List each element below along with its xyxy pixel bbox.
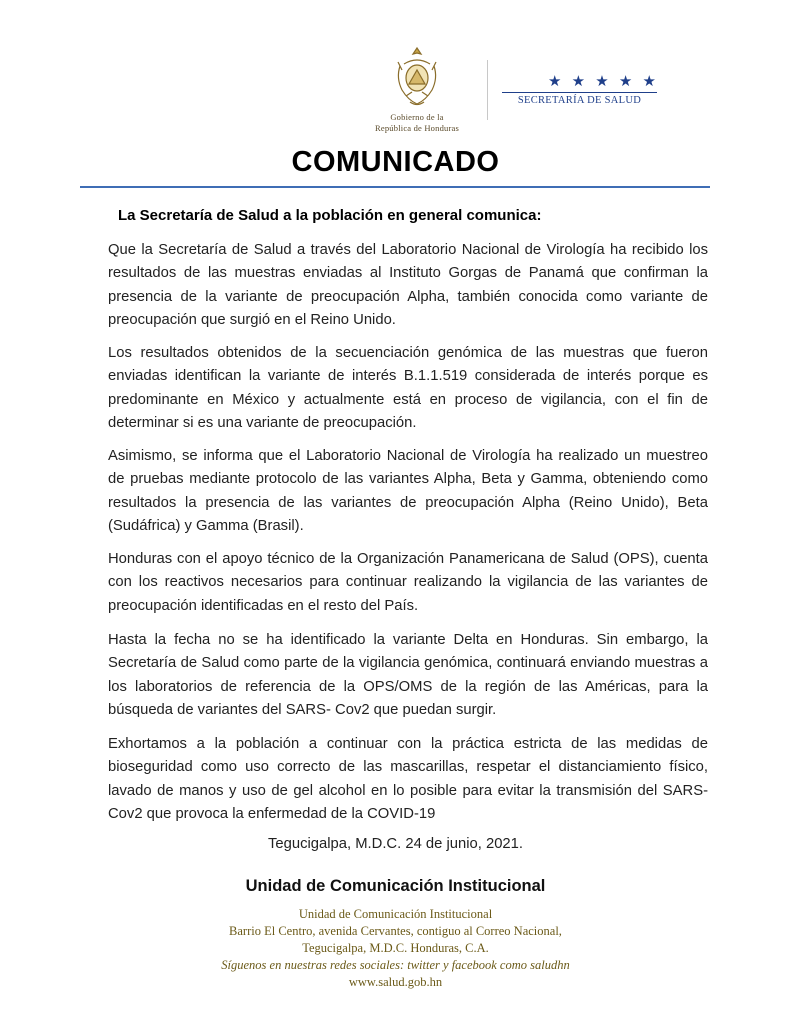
secretariat-name: SECRETARÍA DE SALUD [517,95,642,106]
signing-unit: Unidad de Comunicación Institucional [245,877,546,895]
footer-address: Barrio El Centro, avenida Cervantes, contiguo al Correo Nacional, [229,924,562,938]
page-title: COMUNICADO [291,146,500,178]
government-name-line1: Gobierno de la [390,112,444,122]
stars-icon: ★ ★ ★ ★ ★ [548,73,659,90]
paragraph-delta-variant: Hasta la fecha no se ha identificado la variante Delta en Honduras. Sin embargo, la Secretaría de Salud como parte de la vigilancia genómica, continuará enviando muestras a los laboratorios de referencia de la OPS/OMS de la región de las Américas, para la búsqueda de variantes del SARS- Cov2 que puedan surgir. [108,632,708,718]
paragraph-alpha-variant: Que la Secretaría de Salud a través del Laboratorio Nacional de Virología ha recibido los resultados de las muestras enviadas al Instituto Gorgas de Panamá que confirman la presencia de la variante de preocupación Alpha, también conocida como variante de preocupación que surgió en el Reino Unido. [108,242,708,328]
title-divider [80,186,710,188]
intro-heading: La Secretaría de Salud a la población en general comunica: [118,207,542,224]
place-and-date: Tegucigalpa, M.D.C. 24 de junio, 2021. [268,836,523,852]
paragraph-ops-support: Honduras con el apoyo técnico de la Organización Panamericana de Salud (OPS), cuenta con los reactivos necesarios para continuar realizando la vigilancia de las variantes de preocupación identificadas en el resto del País. [108,551,708,614]
paragraph-biosafety: Exhortamos a la población a continuar con la práctica estricta de las medidas de bioseguridad como uso correcto de las mascarillas, respetar el distanciamiento físico, lavado de manos y uso de gel alcohol en lo posible para evitar la transmisión del SARS- Cov2 que provoca la enfermedad de la COVID-19 [108,736,708,822]
header-divider [487,60,488,120]
paragraph-genomic-sequencing: Los resultados obtenidos de la secuenciación genómica de las muestras que fueron enviadas identifican la variante de interés B.1.1.519 considerada de interés porque es predominante en México y actualmente está en proceso de vigilancia, con el fin de determinar si es una variante de preocupación. [108,345,708,431]
government-logo [352,44,482,136]
footer-social: Síguenos en nuestras redes sociales: twitter y facebook como saludhn [221,958,570,972]
footer-city: Tegucigalpa, M.D.C. Honduras, C.A. [302,941,489,955]
footer-unit-name: Unidad de Comunicación Institucional [298,907,493,921]
coat-of-arms-icon [392,44,442,108]
government-name-line2: República de Honduras [375,123,459,133]
secretariat-rule [502,92,657,93]
footer-website-link[interactable]: www.salud.gob.hn [348,975,443,989]
paragraph-sampling: Asimismo, se informa que el Laboratorio Nacional de Virología ha realizado un muestreo de pruebas mediante protocolo de las variantes Alpha, Beta y Gamma, obteniendo como resultados la presencia de las variantes de preocupación Alpha (Reino Unido), Beta (Sudáfrica) y Gamma (Brasil). [108,448,708,534]
